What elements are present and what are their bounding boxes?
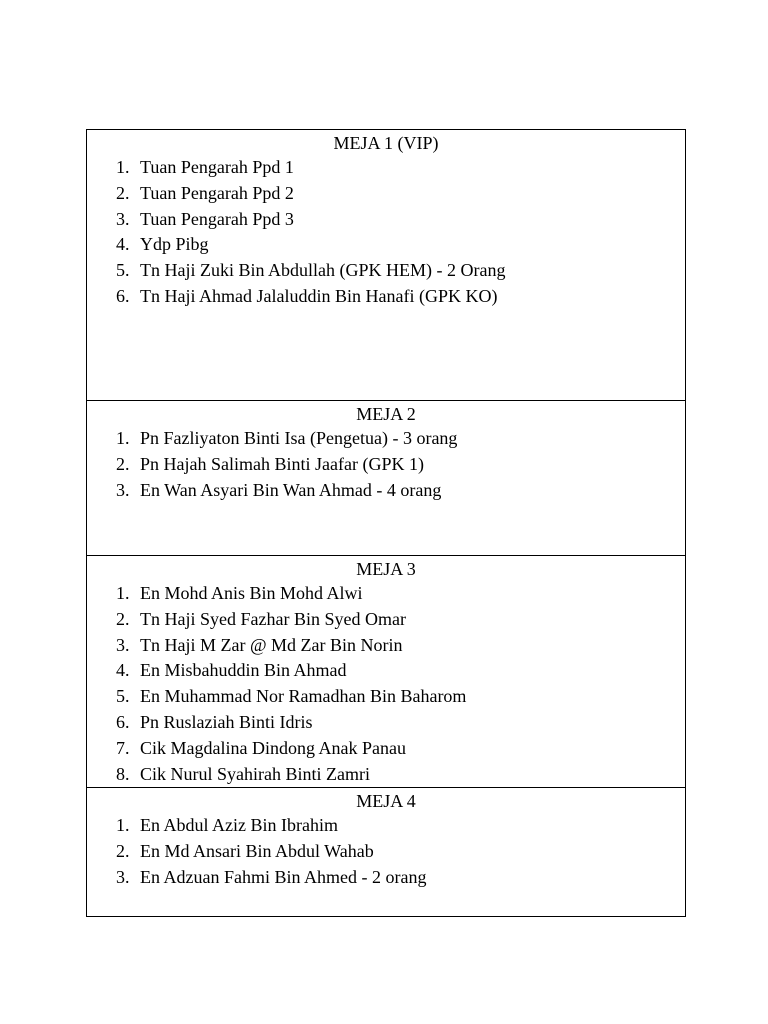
list-item	[87, 633, 685, 659]
list-item	[87, 684, 685, 710]
guest-name: Ydp Pibg	[140, 234, 209, 255]
list-item	[87, 155, 685, 181]
guest-list	[87, 426, 685, 503]
list-item	[87, 813, 685, 839]
guest-name: En Adzuan Fahmi Bin Ahmed - 2 orang	[140, 866, 427, 887]
list-item	[87, 258, 685, 284]
item-number: 1.	[116, 583, 130, 603]
item-number: 3.	[116, 634, 130, 655]
item-number: 1.	[116, 815, 130, 835]
guest-list	[87, 813, 685, 890]
cell-heading: MEJA 3	[356, 559, 416, 579]
cell-heading: MEJA 4	[356, 791, 416, 811]
guest-name: Tn Haji Zuki Bin Abdullah (GPK HEM) - 2 Orang	[140, 260, 506, 281]
guest-name: Cik Magdalina Dindong Anak Panau	[140, 737, 406, 758]
cell-heading: MEJA 1 (VIP)	[333, 133, 439, 153]
item-number: 7.	[116, 737, 130, 758]
list-item	[87, 736, 685, 762]
item-number: 3.	[116, 479, 130, 500]
table-cell-meja-2	[87, 400, 685, 555]
item-number: 4.	[116, 234, 130, 255]
item-number: 1.	[116, 428, 130, 448]
seating-table	[86, 129, 686, 917]
guest-name: En Misbahuddin Bin Ahmad	[140, 660, 347, 681]
guest-name: Cik Nurul Syahirah Binti Zamri	[140, 763, 370, 784]
list-item	[87, 478, 685, 504]
item-number: 6.	[116, 285, 130, 306]
guest-name: En Md Ansari Bin Abdul Wahab	[140, 840, 374, 861]
item-number: 4.	[116, 660, 130, 681]
guest-name: Pn Hajah Salimah Binti Jaafar (GPK 1)	[140, 453, 424, 474]
table-cell-meja-1	[87, 130, 685, 400]
item-number: 8.	[116, 763, 130, 784]
list-item	[87, 581, 685, 607]
guest-name: En Mohd Anis Bin Mohd Alwi	[140, 583, 363, 603]
guest-name: Tuan Pengarah Ppd 1	[140, 157, 294, 177]
list-item	[87, 607, 685, 633]
guest-name: Tn Haji Ahmad Jalaluddin Bin Hanafi (GPK KO)	[140, 285, 498, 306]
item-number: 2.	[116, 840, 130, 861]
list-item	[87, 426, 685, 452]
guest-name: En Abdul Aziz Bin Ibrahim	[140, 815, 338, 835]
item-number: 5.	[116, 260, 130, 281]
list-item	[87, 865, 685, 891]
list-item	[87, 710, 685, 736]
guest-list	[87, 581, 685, 787]
list-item	[87, 452, 685, 478]
guest-list	[87, 155, 685, 310]
cell-heading: MEJA 2	[356, 404, 416, 424]
item-number: 3.	[116, 208, 130, 229]
list-item	[87, 839, 685, 865]
list-item	[87, 207, 685, 233]
guest-name: Tn Haji M Zar @ Md Zar Bin Norin	[140, 634, 403, 655]
guest-name: Tuan Pengarah Ppd 3	[140, 208, 294, 229]
table-cell-meja-3	[87, 555, 685, 787]
item-number: 2.	[116, 608, 130, 629]
list-item	[87, 284, 685, 310]
list-item	[87, 232, 685, 258]
guest-name: Tuan Pengarah Ppd 2	[140, 182, 294, 203]
guest-name: En Wan Asyari Bin Wan Ahmad - 4 orang	[140, 479, 442, 500]
item-number: 6.	[116, 711, 130, 732]
list-item	[87, 762, 685, 788]
table-cell-meja-4	[87, 787, 685, 916]
list-item	[87, 181, 685, 207]
item-number: 2.	[116, 182, 130, 203]
item-number: 5.	[116, 686, 130, 707]
guest-name: Tn Haji Syed Fazhar Bin Syed Omar	[140, 608, 406, 629]
list-item	[87, 658, 685, 684]
guest-name: Pn Ruslaziah Binti Idris	[140, 711, 313, 732]
guest-name: En Muhammad Nor Ramadhan Bin Baharom	[140, 686, 467, 707]
item-number: 1.	[116, 157, 130, 177]
item-number: 3.	[116, 866, 130, 887]
item-number: 2.	[116, 453, 130, 474]
guest-name: Pn Fazliyaton Binti Isa (Pengetua) - 3 orang	[140, 428, 458, 448]
